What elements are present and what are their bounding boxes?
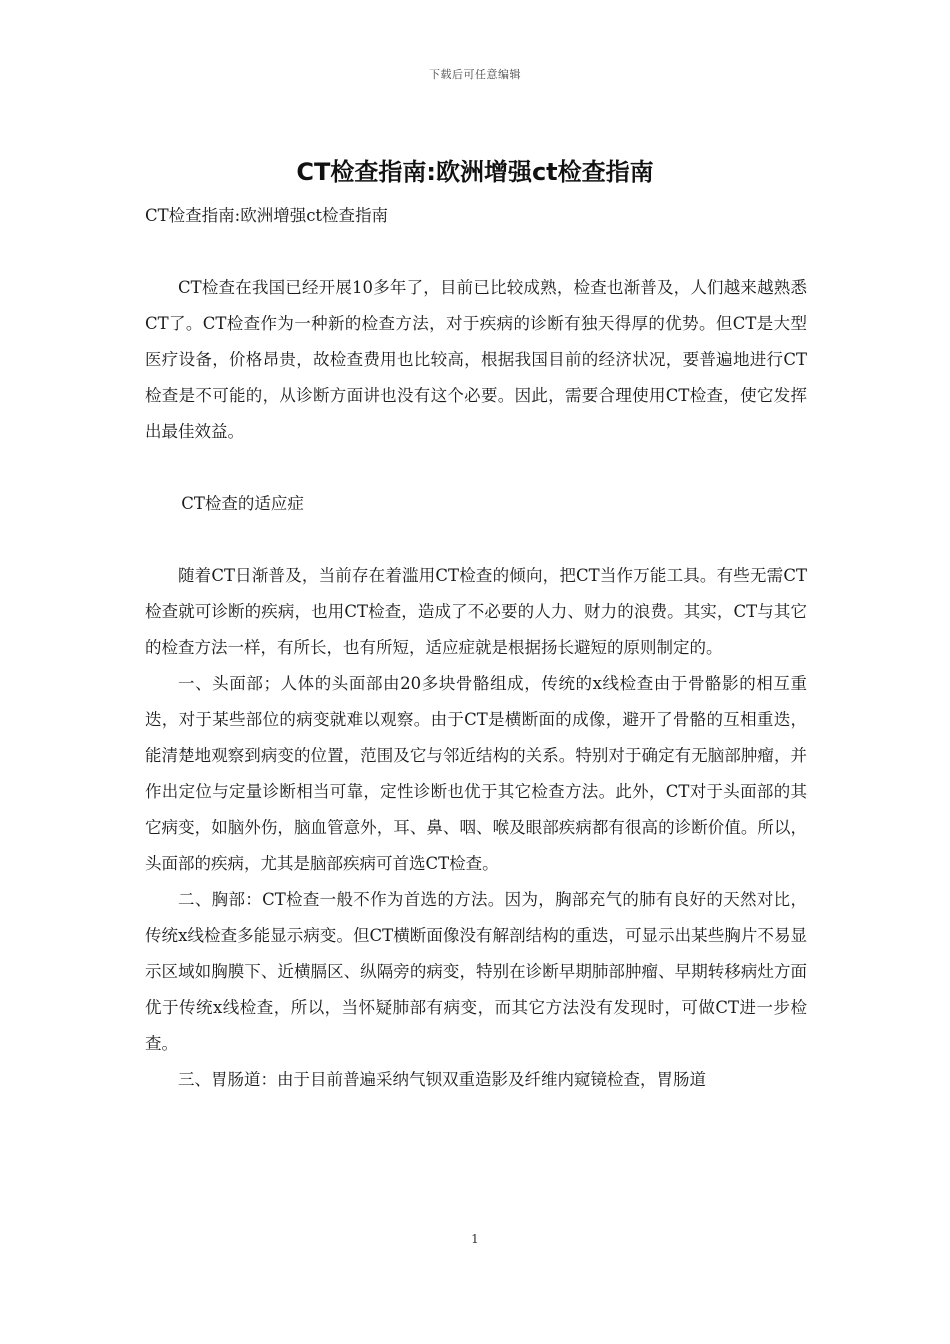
section-heading-indications: CT检查的适应症 bbox=[181, 494, 304, 513]
paragraph-head-face: 一、头面部；人体的头面部由20多块骨骼组成，传统的x线检查由于骨骼影的相互重迭，对于某些部位的病变就难以观察。由于CT是横断面的成像，避开了骨骼的互相重迭，能清楚地观察到病变的位置，范围及它与邻近结构的关系。特别对于确定有无脑部肿瘤，并作出定位与定量诊断相当可靠，定性诊断也优于其它检查方法。此外，CT对于头面部的其它病变，如脑外伤，脑血管意外，耳、鼻、咽、喉及眼部疾病都有很高的诊断价值。所以，头面部的疾病，尤其是脑部疾病可首选CT检查。 bbox=[145, 674, 807, 873]
paragraph-overuse: 随着CT日渐普及，当前存在着滥用CT检查的倾向，把CT当作万能工具。有些无需CT检查就可诊断的疾病，也用CT检查，造成了不必要的人力、财力的浪费。其实，CT与其它的检查方法一样，有所长，也有所短，适应症就是根据扬长避短的原则制定的。 bbox=[145, 566, 807, 657]
paragraph-intro: CT检查在我国已经开展10多年了，目前已比较成熟，检查也渐普及，人们越来越熟悉CT了。CT检查作为一种新的检查方法，对于疾病的诊断有独天得厚的优势。但CT是大型医疗设备，价格昂贵，故检查费用也比较高，根据我国目前的经济状况，要普遍地进行CT检查是不可能的，从诊断方面讲也没有这个必要。因此，需要合理使用CT检查，使它发挥出最佳效益。 bbox=[145, 278, 807, 441]
document-title: CT检查指南:欧洲增强ct检查指南 bbox=[296, 158, 654, 186]
page-number: 1 bbox=[471, 1232, 479, 1246]
paragraph-chest: 二、胸部：CT检查一般不作为首选的方法。因为，胸部充气的肺有良好的天然对比，传统x线检查多能显示病变。但CT横断面像没有解剖结构的重迭，可显示出某些胸片不易显示区域如胸膜下、近横膈区、纵隔旁的病变，特别在诊断早期肺部肿瘤、早期转移病灶方面优于传统x线检查，所以，当怀疑肺部有病变，而其它方法没有发现时，可做CT进一步检查。 bbox=[145, 890, 807, 1053]
page-header: 下载后可任意编辑 bbox=[429, 68, 521, 81]
document-body bbox=[145, 198, 807, 1098]
document-subtitle: CT检查指南:欧洲增强ct检查指南 bbox=[145, 206, 389, 225]
paragraph-gastrointestinal: 三、胃肠道：由于目前普遍采纳气钡双重造影及纤维内窥镜检查，胃肠道 bbox=[178, 1070, 706, 1089]
